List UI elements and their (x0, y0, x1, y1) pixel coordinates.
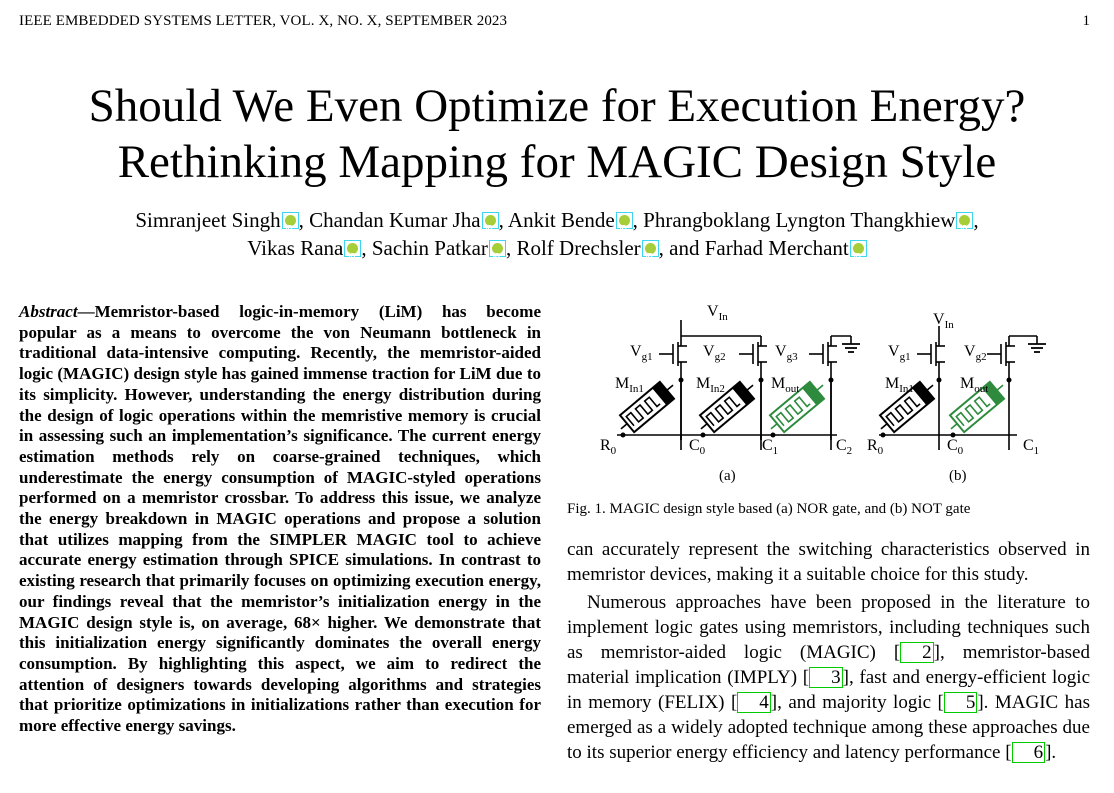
author-name: Ankit Bende (507, 208, 615, 232)
author-separator: , (298, 208, 310, 232)
orcid-icon[interactable] (482, 212, 499, 229)
author-name: Rolf Drechsler (516, 236, 641, 260)
title-line-2: Rethinking Mapping for MAGIC Design Style (117, 136, 997, 188)
not-transistor-2 (987, 342, 1015, 366)
author-name: Sachin Patkar (371, 236, 488, 260)
author-separator: , (973, 208, 979, 232)
author-name: Simranjeet Singh (135, 208, 281, 232)
nor-transistor-3 (809, 342, 837, 366)
author-list (0, 206, 1114, 262)
ground-icon (842, 344, 860, 352)
ground-icon (1028, 344, 1046, 352)
citation-link[interactable]: 5 (944, 692, 978, 713)
orcid-icon[interactable] (850, 240, 867, 257)
label-vg2: $V_{g2}$ (703, 343, 726, 363)
citation-link[interactable]: 4 (737, 692, 771, 713)
citation-link[interactable]: 3 (809, 667, 843, 688)
label-vin: $V_{In}$ (707, 303, 728, 323)
author-separator: , (498, 208, 508, 232)
paragraph: Numerous approaches have been proposed in the literature to implement logic gates using memristors, including techniques such as memristor-aided logic (MAGIC) [ 2 ], memristor-based material implication (IMPLY) [ 3 ], fast and energy-efficient logic in memory (FELIX) [ 4 ], and majority logic [ 5 ]. MAGIC has emerged as a widely adopted technique among these approaches due to its superior energy efficiency and latency performance [ 6 ]. (567, 592, 1090, 763)
orcid-icon[interactable] (956, 212, 973, 229)
paragraph-text: . MAGIC has emerged as a widely adopted technique among these approaches due to its superior energy efficiency and latency performance (567, 692, 1090, 763)
paper-title (0, 78, 1114, 190)
page-number: 1 (1082, 13, 1090, 29)
orcid-icon[interactable] (616, 212, 633, 229)
label-vin: $V_{In}$ (933, 311, 954, 331)
body-column (567, 537, 1090, 765)
label-vg1: $V_{g1}$ (630, 343, 653, 363)
nor-transistor-2 (739, 342, 767, 366)
subfigure-b-label: (b) (949, 468, 967, 484)
figure-caption: Fig. 1. MAGIC design style based (a) NOR gate, and (b) NOT gate (567, 501, 971, 517)
label-c0: $C_0$ (689, 437, 706, 457)
orcid-icon[interactable] (344, 240, 361, 257)
paragraph: can accurately represent the switching characteristics observed in memristor devices, making it a suitable choice for this study. (567, 539, 1090, 585)
orcid-icon[interactable] (642, 240, 659, 257)
abstract (19, 302, 541, 737)
label-vg2: $V_{g2}$ (964, 343, 987, 363)
author-separator: , and (658, 236, 705, 260)
paragraph-text: , and majority logic (777, 692, 938, 713)
author-name: Chandan Kumar Jha (309, 208, 481, 232)
label-c1: $C_1$ (762, 437, 779, 457)
label-m-out: $M_{out}$ (771, 375, 800, 395)
author-separator: , (361, 236, 372, 260)
label-m-out: $M_{out}$ (960, 375, 989, 395)
label-c1: $C_1$ (1023, 437, 1040, 457)
abstract-heading: Abstract (19, 302, 78, 321)
author-separator: , (505, 236, 517, 260)
circuit-diagram (567, 300, 1107, 490)
label-r0: $R_0$ (600, 437, 617, 457)
paragraph-text: Numerous approaches have been proposed in the literature to implement logic gates using memristors, including techniques such as memristor-aided logic (MAGIC) (567, 592, 1090, 663)
label-vg1: $V_{g1}$ (888, 343, 911, 363)
paragraph-text: , fast and energy-efficient logic in memory (FELIX) (567, 667, 1090, 713)
label-m-in2: $M_{In2}$ (696, 375, 725, 395)
nor-transistor-1 (659, 342, 687, 366)
label-m-in1: $M_{In1}$ (885, 375, 914, 395)
author-separator: , (632, 208, 644, 232)
citation-link[interactable]: 6 (1012, 742, 1046, 763)
label-c0: $C_0$ (947, 437, 964, 457)
label-vg3: $V_{g3}$ (775, 343, 798, 363)
figure-1 (567, 300, 1107, 490)
not-transistor-1 (917, 342, 945, 366)
subfigure-a-label: (a) (719, 468, 736, 484)
paragraph-text: , memristor-based material implication (IMPLY) (567, 642, 1090, 688)
journal-header: IEEE EMBEDDED SYSTEMS LETTER, VOL. X, NO. X, SEPTEMBER 2023 (19, 13, 508, 29)
label-m-in1: $M_{In1}$ (615, 375, 644, 395)
label-c2: $C_2$ (836, 437, 853, 457)
author-name: Phrangboklang Lyngton Thangkhiew (643, 208, 956, 232)
nor-gate-schematic (617, 320, 851, 450)
orcid-icon[interactable] (282, 212, 299, 229)
paragraph-text: . (1051, 742, 1057, 763)
title-line-1: Should We Even Optimize for Execution Energy? (88, 80, 1026, 132)
author-name: Vikas Rana (247, 236, 344, 260)
abstract-text: —Memristor-based logic-in-memory (LiM) has become popular as a means to overcome the von Neumann bottleneck in traditional data-intensive computing. Recently, the memristor-aided logic (MAGIC) design style has gained immense traction for LiM due to its simplicity. However, understanding the energy distribution during the design of logic operations within the memristive memory is crucial in assessing such an implementation’s significance. The current energy estimation methods rely on coarse-grained techniques, which underestimate the energy consumption of MAGIC-styled operations performed on a memristor crossbar. To address this issue, we analyze the energy breakdown in MAGIC operations and propose a solution that utilizes mapping from the SIMPLER MAGIC tool to achieve accurate energy estimation through SPICE simulations. In contrast to existing research that primarily focuses on optimizing execution energy, our findings reveal that the memristor’s initialization energy in the MAGIC design style is, on average, 68× higher. We demonstrate that this initialization energy significantly dominates the overall energy consumption. By highlighting this aspect, we aim to redirect the attention of designers towards developing algorithms and strategies that prioritize optimizations in initializations rather than execution for more effective energy savings. (19, 302, 541, 736)
author-name: Farhad Merchant (704, 236, 849, 260)
citation-link[interactable]: 2 (900, 642, 934, 663)
label-r0: $R_0$ (867, 437, 884, 457)
